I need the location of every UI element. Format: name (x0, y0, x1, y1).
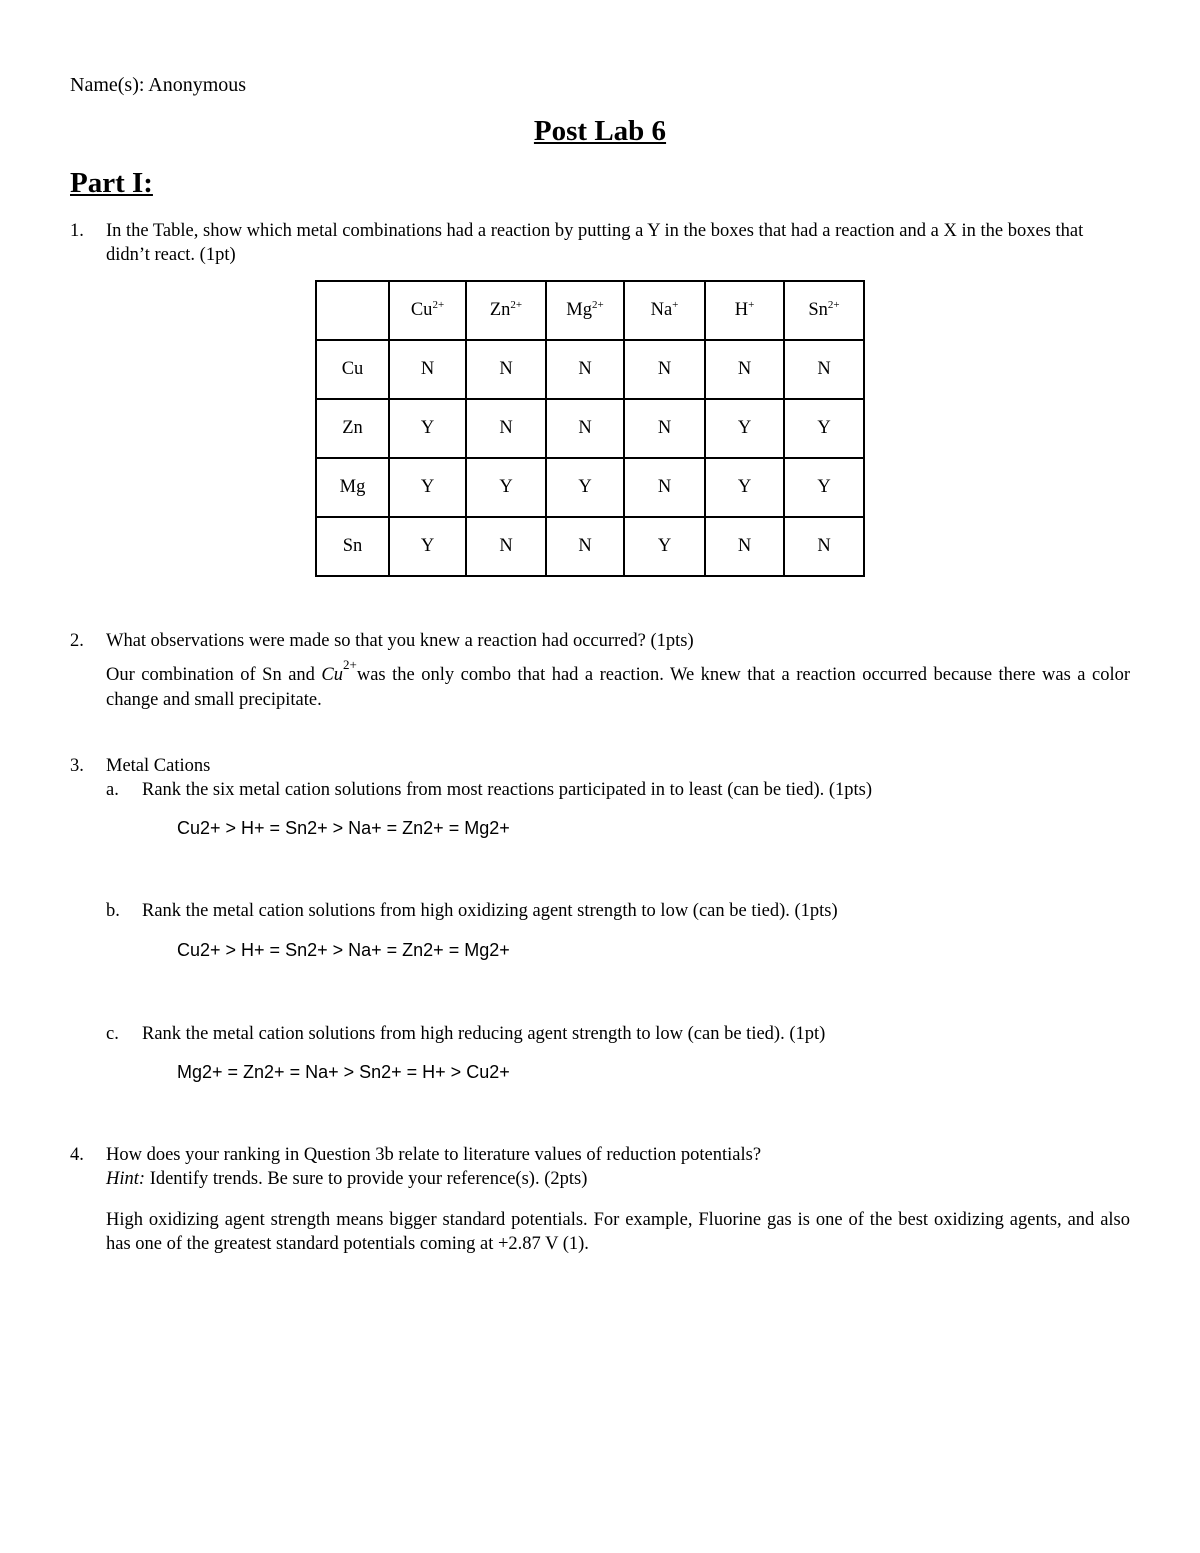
table-cell: N (546, 399, 624, 458)
table-corner-cell (316, 281, 389, 340)
page-title: Post Lab 6 (533, 115, 667, 147)
ion-charge: + (672, 299, 679, 311)
question-text: In the Table, show which metal combinations had a reaction by putting a Y in the boxes that had a reaction and a X in the boxes that didn’t react. (1pt) (106, 221, 1084, 265)
table-cell: N (705, 340, 784, 399)
sub-question-text: Rank the six metal cation solutions from most reactions participated in to least (can be tied). (1pts) (142, 780, 873, 800)
ion-symbol: Mg (566, 300, 592, 320)
table-row (316, 458, 864, 517)
question-3a (106, 778, 1126, 802)
answer-text-end: was the only combo that had a reaction. We knew that a reaction occurred because there was a color change and small precipitate. (106, 665, 1130, 710)
part-heading: Part I: (70, 167, 153, 199)
ion-charge: 2+ (827, 299, 840, 311)
question-number: 2. (70, 631, 84, 651)
question-2 (70, 629, 1130, 653)
hint-line (106, 1167, 1130, 1191)
column-header-h (705, 281, 784, 340)
question-text: What observations were made so that you knew a reaction had occurred? (1pts) (106, 631, 694, 651)
ion-symbol: Sn (808, 300, 828, 320)
ranking-answer-3b: Cu2+ > H+ = Sn2+ > Na+ = Zn2+ = Mg2+ (177, 940, 510, 960)
question-number: 1. (70, 221, 84, 241)
table-header-row (316, 281, 864, 340)
table-cell: Y (546, 458, 624, 517)
ion-charge: 2+ (591, 299, 604, 311)
column-header-cu (389, 281, 466, 340)
table-row (316, 399, 864, 458)
reaction-table (315, 280, 865, 577)
table-cell: N (624, 458, 705, 517)
answer-text-start: Our combination of Sn and (106, 665, 322, 685)
name-line: Name(s): Anonymous (70, 74, 247, 96)
table-cell: N (546, 517, 624, 576)
table-row (316, 517, 864, 576)
table-cell: N (466, 340, 546, 399)
table-cell: N (784, 340, 864, 399)
table-cell: Y (784, 399, 864, 458)
question-text: How does your ranking in Question 3b relate to literature values of reduction potentials? (106, 1145, 762, 1165)
ion-charge: 2+ (432, 299, 445, 311)
hint-label: Hint: (106, 1169, 146, 1189)
question-3b (106, 899, 1126, 923)
ranking-answer-3c: Mg2+ = Zn2+ = Na+ > Sn2+ = H+ > Cu2+ (177, 1062, 510, 1082)
sub-question-text: Rank the metal cation solutions from high reducing agent strength to low (can be tied). (1pt) (142, 1024, 826, 1044)
table-cell: Y (466, 458, 546, 517)
table-cell: Y (784, 458, 864, 517)
question-1 (70, 219, 1130, 267)
table-cell: N (466, 517, 546, 576)
table-cell: Y (389, 399, 466, 458)
row-header-sn: Sn (316, 517, 389, 576)
sub-letter: b. (106, 901, 120, 921)
table-cell: N (466, 399, 546, 458)
table-cell: N (624, 340, 705, 399)
row-header-cu: Cu (316, 340, 389, 399)
cu-charge: 2+ (343, 657, 357, 672)
column-header-sn (784, 281, 864, 340)
question-4 (70, 1143, 1130, 1191)
hint-text: Identify trends. Be sure to provide your reference(s). (2pts) (145, 1169, 588, 1189)
column-header-na (624, 281, 705, 340)
question-3c (106, 1022, 1126, 1046)
table-row (316, 340, 864, 399)
table-cell: Y (624, 517, 705, 576)
question-text: Metal Cations (106, 756, 211, 776)
table-cell: Y (705, 399, 784, 458)
table-cell: Y (705, 458, 784, 517)
answer-2 (106, 657, 1130, 712)
sub-letter: c. (106, 1024, 119, 1044)
sub-question-text: Rank the metal cation solutions from high oxidizing agent strength to low (can be tied). (1pts) (142, 901, 838, 921)
row-header-zn: Zn (316, 399, 389, 458)
table-cell: Y (389, 517, 466, 576)
table-cell: N (546, 340, 624, 399)
table-cell: N (705, 517, 784, 576)
ion-charge: 2+ (510, 299, 523, 311)
cu-symbol: Cu (321, 665, 344, 685)
answer-4: High oxidizing agent strength means bigger standard potentials. For example, Fluorine gas is one of the best oxidizing agents, and also has one of the greatest standard potentials coming at +2.87 V (1). (106, 1210, 1130, 1254)
ion-symbol: H (734, 300, 749, 320)
table-cell: Y (389, 458, 466, 517)
ranking-answer-3a: Cu2+ > H+ = Sn2+ > Na+ = Zn2+ = Mg2+ (177, 818, 510, 838)
question-3 (70, 754, 1130, 778)
table-cell: N (624, 399, 705, 458)
question-number: 3. (70, 756, 84, 776)
row-header-mg: Mg (316, 458, 389, 517)
table-cell: N (784, 517, 864, 576)
ion-symbol: Zn (489, 300, 511, 320)
column-header-mg (546, 281, 624, 340)
ion-charge: + (748, 299, 755, 311)
column-header-zn (466, 281, 546, 340)
sub-letter: a. (106, 780, 119, 800)
table-cell: N (389, 340, 466, 399)
ion-symbol: Cu (410, 300, 433, 320)
question-number: 4. (70, 1145, 84, 1165)
ion-symbol: Na (650, 300, 673, 320)
